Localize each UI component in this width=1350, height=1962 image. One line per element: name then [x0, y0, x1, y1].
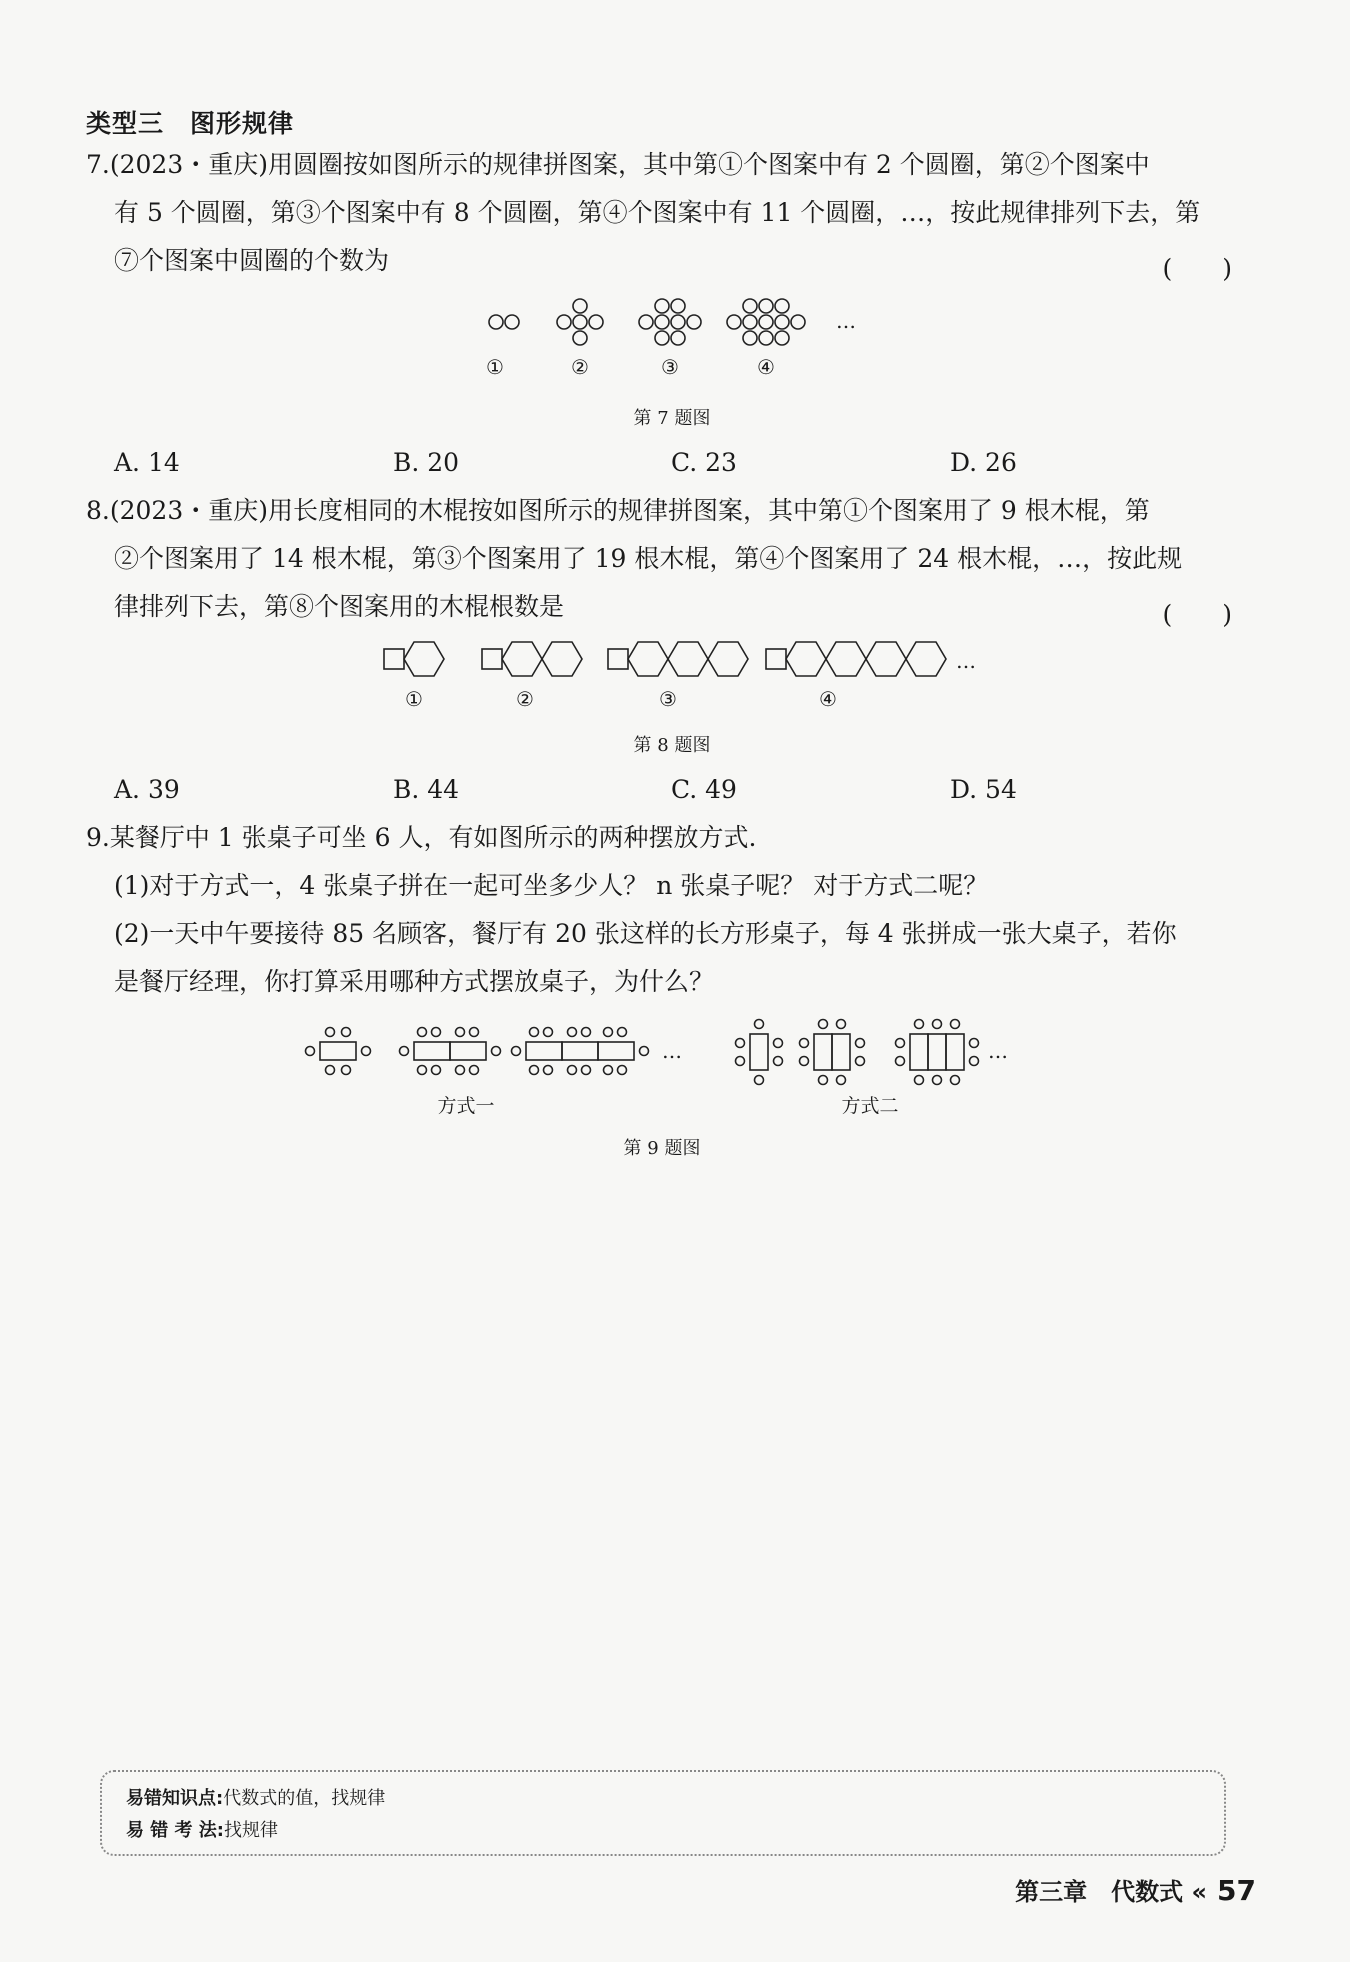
q8-option-d: D. 54 — [950, 775, 1017, 804]
chapter-title: 第三章 代数式 « — [1015, 1878, 1208, 1906]
q9-method1-table-1 — [306, 1028, 371, 1075]
q8-line-2: ②个图案用了 14 根木棍，第③个图案用了 19 根木棍，第④个图案用了 24 根木棍，…，按此规 — [114, 544, 1183, 573]
q9-method1-table-3 — [512, 1028, 649, 1075]
q9-method2-label: 方式二 — [841, 1095, 899, 1117]
q9-line-4: 是餐厅经理，你打算采用哪种方式摆放桌子，为什么？ — [114, 967, 715, 996]
q7-line-3: ⑦个图案中圆圈的个数为 — [114, 246, 390, 275]
q7-option-b: B. 20 — [393, 448, 460, 477]
q8-ellipsis: … — [956, 649, 976, 673]
q8-line-3: 律排列下去，第⑧个图案用的木棍根数是 — [114, 592, 565, 621]
note-text-2: 找规律 — [224, 1820, 278, 1841]
q7-label-2: ② — [571, 355, 589, 379]
q7-option-c: C. 23 — [671, 448, 737, 477]
q7-pattern-3 — [639, 299, 701, 345]
note-label-1: 易错知识点: — [126, 1788, 224, 1809]
q7-label-3: ③ — [661, 355, 679, 379]
q9-line-3: (2)一天中午要接待 85 名顾客，餐厅有 20 张这样的长方形桌子，每 4 张拼成一张大桌子，若你 — [114, 919, 1177, 948]
q8-pattern-2 — [482, 642, 582, 676]
page-footer — [1015, 1872, 1256, 1907]
q9-caption: 第 9 题图 — [623, 1138, 701, 1159]
q9-ellipsis-2: … — [988, 1039, 1008, 1063]
q9-method2-table-1 — [736, 1020, 783, 1085]
q9-method2-table-3 — [896, 1020, 979, 1085]
q7-option-a: A. 14 — [114, 448, 180, 477]
q9-method1-label: 方式一 — [437, 1095, 495, 1117]
q7-option-d: D. 26 — [950, 448, 1017, 477]
q9-method2-table-2 — [800, 1020, 865, 1085]
note-line-2 — [126, 1816, 278, 1842]
q7-caption: 第 7 题图 — [633, 408, 711, 429]
q7-label-1: ① — [486, 355, 504, 379]
q7-pattern-1 — [489, 315, 519, 329]
q9-method1-table-2 — [400, 1028, 501, 1075]
note-line-1 — [126, 1784, 385, 1810]
q8-option-a: A. 39 — [114, 775, 180, 804]
q8-line-1: 8.(2023・重庆)用长度相同的木棍按如图所示的规律拼图案，其中第①个图案用了 9 根木棍，第 — [86, 496, 1150, 525]
q8-caption: 第 8 题图 — [633, 735, 711, 756]
section-title: 类型三 图形规律 — [86, 109, 295, 138]
q8-label-2: ② — [516, 687, 534, 711]
q7-pattern-4 — [727, 299, 805, 345]
q9-line-1: 9.某餐厅中 1 张桌子可坐 6 人，有如图所示的两种摆放方式. — [86, 823, 757, 852]
page-number: 57 — [1217, 1874, 1256, 1907]
q8-label-1: ① — [405, 687, 423, 711]
q8-option-c: C. 49 — [671, 775, 737, 804]
q8-label-3: ③ — [659, 687, 677, 711]
q8-pattern-3 — [608, 642, 748, 676]
note-text-1: 代数式的值，找规律 — [223, 1788, 386, 1809]
q7-line-2: 有 5 个圆圈，第③个图案中有 8 个圆圈，第④个图案中有 11 个圆圈，…，按此规律排列下去，第 — [114, 198, 1201, 227]
q7-pattern-2 — [557, 299, 603, 345]
q8-pattern-4 — [766, 642, 946, 676]
q9-figure — [296, 1010, 1036, 1120]
q9-line-2: (1)对于方式一，4 张桌子拼在一起可坐多少人？ n 张桌子呢？ 对于方式二呢？ — [114, 871, 989, 900]
note-label-2: 易 错 考 法: — [126, 1820, 224, 1841]
q8-label-4: ④ — [819, 687, 837, 711]
q7-line-1: 7.(2023・重庆)用圆圈按如图所示的规律拼图案，其中第①个图案中有 2 个圆圈，第②个图案中 — [86, 150, 1150, 179]
q7-ellipsis: … — [836, 309, 856, 333]
error-note-box — [100, 1770, 1226, 1856]
q9-ellipsis-1: … — [662, 1039, 682, 1063]
q8-option-b: B. 44 — [393, 775, 460, 804]
q7-answer-paren: ( ) — [1162, 254, 1232, 283]
q8-figure — [370, 630, 990, 720]
q7-label-4: ④ — [757, 355, 775, 379]
q7-figure — [470, 290, 890, 390]
q8-answer-paren: ( ) — [1162, 600, 1232, 629]
q8-pattern-1 — [384, 642, 444, 676]
